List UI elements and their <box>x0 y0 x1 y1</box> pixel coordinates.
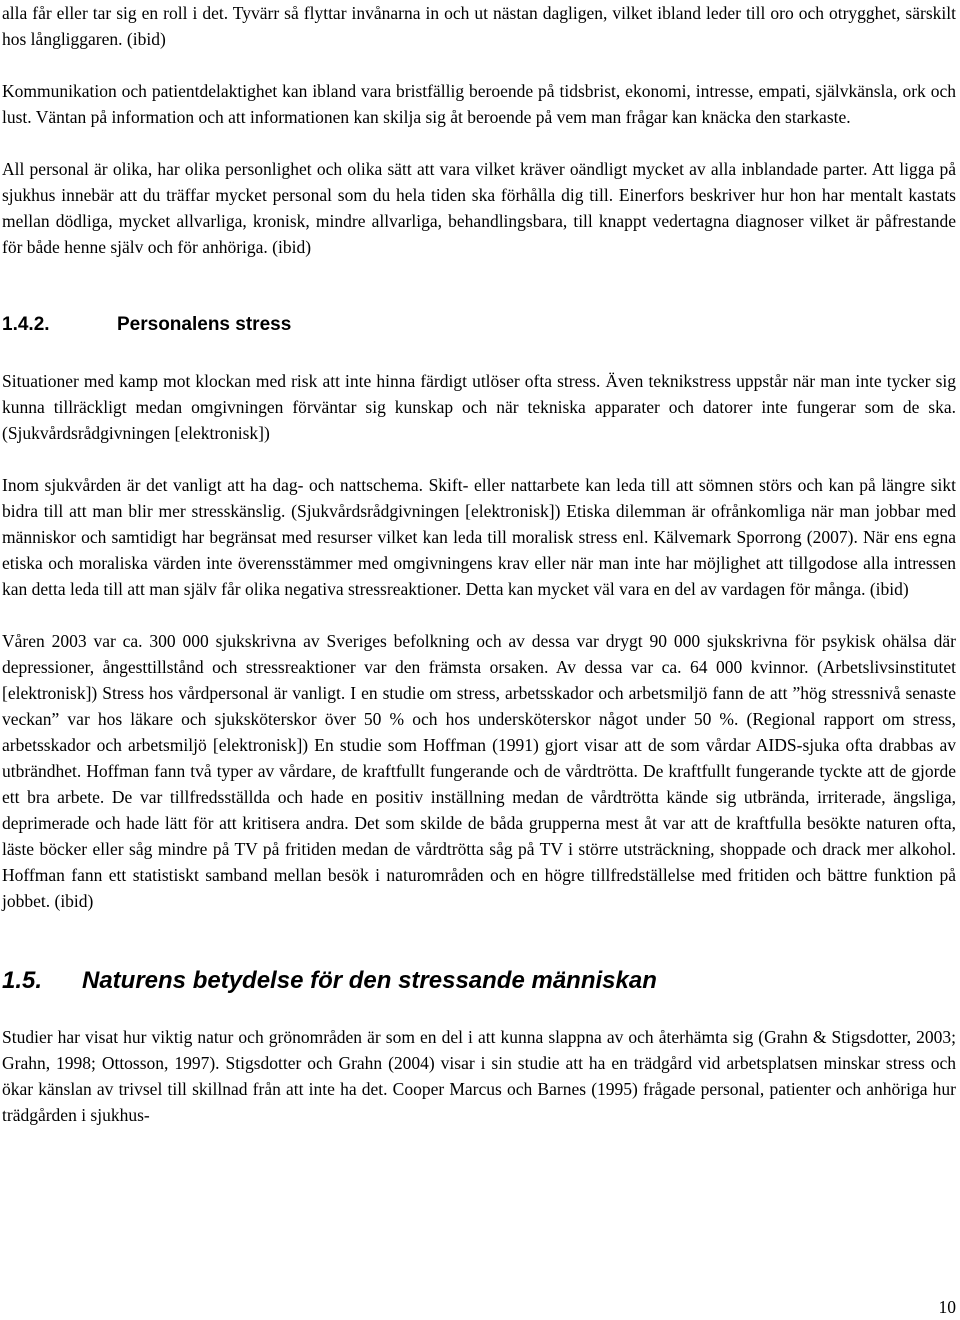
document-page <box>2 0 956 1128</box>
subsection-heading <box>2 312 956 338</box>
paragraph: Kommunikation och patientdelaktighet kan ibland vara bristfällig beroende på tidsbrist, ekonomi, intresse, empati, självkänsla, ork och lust. Väntan på information och att informationen kan skilja sig åt beroende på vem man frågar kan knäcka den starkaste. <box>2 81 956 127</box>
subsection-title: Personalens stress <box>117 314 292 335</box>
section-number: 1.5. <box>2 967 43 994</box>
paragraph: alla får eller tar sig en roll i det. Tyvärr så flyttar invånarna in och ut nästan dagligen, vilket ibland leder till oro och otrygghet, särskilt hos långliggaren. (ibid) <box>2 3 956 49</box>
section-title: Naturens betydelse för den stressande människan <box>82 967 657 994</box>
subsection-number: 1.4.2. <box>2 314 50 335</box>
paragraph: All personal är olika, har olika personlighet och olika sätt att vara vilket kräver oändligt mycket av alla inblandade parter. Att ligga på sjukhus innebär att du träffar mycket personal som du hela tiden ska förhålla dig till. Einerfors beskriver hur hon har mentalt kastats mellan dödliga, mycket allvarliga, kronisk, mindre allvarliga, behandlingsbara, till knappt vedertagna diagnoser vilket är påfrestande för både henne själv och för anhöriga. (ibid) <box>2 159 956 257</box>
page-number: 10 <box>938 1297 956 1317</box>
paragraph: Situationer med kamp mot klockan med risk att inte hinna färdigt utlöser ofta stress. Även teknikstress uppstår när man inte tycker sig kunna tillräckligt medan omgivningen förväntar sig kunskap och när tekniska apparater och datorer inte fungerar som de ska. (Sjukvårdsrådgivningen [elektronisk]) <box>2 371 956 443</box>
section-heading <box>2 966 956 996</box>
paragraph: Studier har visat hur viktig natur och grönområden är som en del i att kunna slappna av och återhämta sig (Grahn & Stigsdotter, 2003; Grahn, 1998; Ottosson, 1997). Stigsdotter och Grahn (2004) visar i sin studie att ha en trädgård vid arbetsplatsen minskar stress och ökar känslan av trivsel till skillnad från att inte ha det. Cooper Marcus och Barnes (1995) frågade personal, patienter och anhöriga hur trädgården i sjukhus- <box>2 1027 956 1125</box>
paragraph: Inom sjukvården är det vanligt att ha dag- och nattschema. Skift- eller nattarbete kan leda till att sömnen störs och kan på längre sikt bidra till att man blir mer stresskänslig. (Sjukvårdsrådgivningen [elektronisk]) Etiska dilemman är ofrånkomliga när man jobbar med människor och samtidigt har begränsat med resurser vilket kan leda till moralisk stress enl. Kälvemark Sporrong (2007). När ens egna etiska och moraliska värden inte överensstämmer med omgivningens krav eller när man inte har möjlighet att tillgodose alla intressen kan detta leda till att man själv får olika negativa stressreaktioner. Detta kan mycket väl vara en del av vardagen för många. (ibid) <box>2 475 956 599</box>
paragraph: Våren 2003 var ca. 300 000 sjukskrivna av Sveriges befolkning och av dessa var drygt 90 000 sjukskrivna för psykisk ohälsa där depressioner, ångesttillstånd och stressreaktioner var den främsta orsaken. Av dessa var ca. 64 000 kvinnor. (Arbetslivsinstitutet [elektronisk]) Stress hos vårdpersonal är vanligt. I en studie om stress, arbetsskador och arbetsmiljö fann de att ”hög stressnivå senaste veckan” var hos läkare och sjuksköterskor över 50 % och hos undersköterskor något under 50 %. (Regional rapport om stress, arbetsskador och arbetsmiljö [elektronisk]) En studie som Hoffman (1991) gjort visar att de som vårdar AIDS-sjuka ofta drabbas av utbrändhet. Hoffman fann två typer av vårdare, de kraftfullt fungerande och de vårdtrötta. De kraftfullt fungerande tyckte att de gjorde ett bra arbete. De var tillfredsställda och hade en positiv inställning medan de vårdtrötta kände sig utbrända, irriterade, ängsliga, deprimerade och hade lätt för att kritisera andra. Det som skilde de båda grupperna mest åt var att de kraftfulla besökte naturen ofta, läste böcker eller såg mindre på TV på fritiden medan de vårdtrötta såg på TV i större utsträckning, shoppade och drack mer alkohol. Hoffman fann ett statistiskt samband mellan besök i naturområden och en högre tillfredställelse med fritiden och bättre funktion på jobbet. (ibid) <box>2 631 956 911</box>
